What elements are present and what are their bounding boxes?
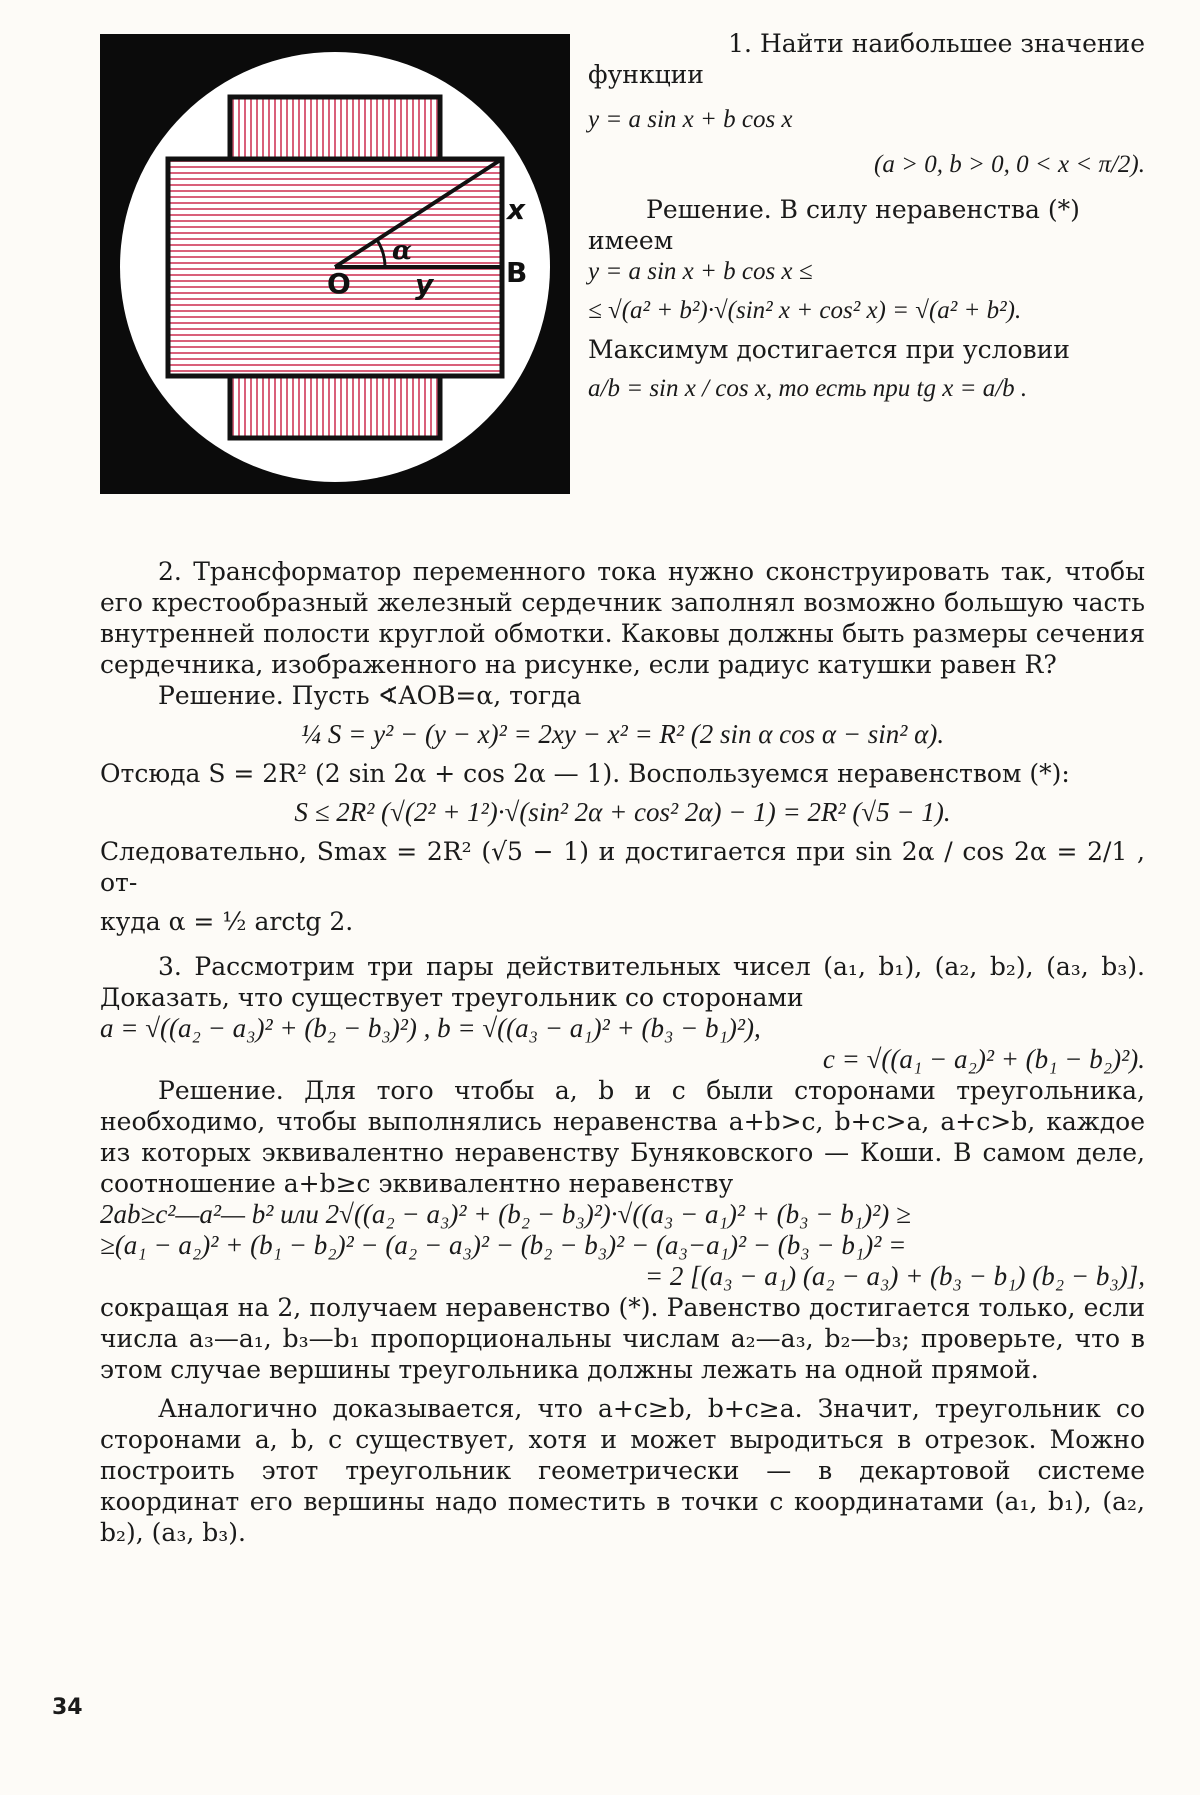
- transformer-core-figure: [100, 34, 570, 494]
- p1-title-line1: 1. Найти наибольшее значение: [728, 29, 1145, 58]
- p2-text: 2. Трансформатор переменного тока нужно сконструировать так, чтобы его крестообразный железный сердечник заполнял возможно большую часть внутренней полости круглой обмотки. Каковы должны быть размеры сечения сердечника, изображенного на рисунке, если радиус катушки равен R?: [100, 557, 1145, 679]
- p2-eq2: S ≤ 2R² (√(2² + 1²)·√(sin² 2α + cos² 2α) − 1) = 2R² (√5 − 1).: [294, 797, 951, 827]
- figure-svg: [100, 34, 570, 494]
- p2-whence: куда α = ½ arctg 2.: [100, 907, 354, 936]
- p3-formula-c: c = √((a₁ − a₂)² + (b₁ − b₂)²).: [822, 1044, 1145, 1074]
- p3-ineq3: = 2 [(a₃ − a₁) (a₂ − a₃) + (b₃ − b₁) (b₂ − b₃)],: [644, 1261, 1145, 1291]
- p1-title-line2: функции: [588, 60, 704, 89]
- p1-ineq-line2: ≤ √(a² + b²)·√(sin² x + cos² x) = √(a² + b²).: [588, 297, 1022, 324]
- p3-formula-ab: a = √((a₂ − a₃)² + (b₂ − b₃)²) , b = √((a₃ − a₁)² + (b₃ − b₁)²),: [100, 1013, 761, 1043]
- p2-eq1: ¼ S = y² − (y − x)² = 2xy − x² = R² (2 sin α cos α − sin² α).: [300, 719, 945, 749]
- p1-condition: (a > 0, b > 0, 0 < x < π/2).: [874, 151, 1145, 178]
- p3-ineq2: ≥(a₁ − a₂)² + (b₁ − b₂)² − (a₂ − a₃)² − (b₂ − b₃)² − (a₃−a₁)² − (b₃ − b₁)² =: [100, 1230, 907, 1260]
- p2-consequently: Следовательно, Smax = 2R² (√5 − 1) и достигается при sin 2α / cos 2α = 2/1 , от-: [100, 837, 1145, 897]
- p3-ineq1: 2ab≥c²—a²— b² или 2√((a₂ − a₃)² + (b₂ − b₃)²)·√((a₃ − a₁)² + (b₃ − b₁)²) ≥: [100, 1199, 911, 1229]
- core-bottom-arm: [230, 376, 440, 438]
- problems-2-3: [100, 556, 1145, 1548]
- label-y: y: [415, 268, 434, 301]
- problem-1: [588, 28, 1145, 404]
- label-B: B: [506, 256, 528, 289]
- label-x: x: [507, 193, 526, 226]
- label-alpha: α: [392, 236, 413, 266]
- p1-max-line: Максимум достигается при условии: [588, 335, 1070, 364]
- p1-solution-line1: Решение. В силу неравенства (*): [646, 195, 1080, 224]
- label-O: O: [327, 267, 351, 300]
- p3-after: сокращая на 2, получаем неравенство (*). Равенство достигается только, если числа a₃—a₁, b₃—b₁ пропорциональны числам a₂—a₃, b₂—b₃; проверьте, что в этом случае вершины треугольника должны лежать на одной прямой.: [100, 1293, 1145, 1384]
- p2-solution-intro: Решение. Пусть ∢AOB=α, тогда: [158, 681, 582, 710]
- p1-ineq-line1: y = a sin x + b cos x ≤: [588, 258, 813, 285]
- p2-hence: Отсюда S = 2R² (2 sin 2α + cos 2α — 1). Воспользуемся неравенством (*):: [100, 759, 1070, 788]
- page-number: 34: [52, 1695, 83, 1720]
- p3-statement: 3. Рассмотрим три пары действительных чисел (a₁, b₁), (a₂, b₂), (a₃, b₃). Доказать, что существует треугольник со сторонами: [100, 952, 1145, 1012]
- p3-solution: Решение. Для того чтобы a, b и c были сторонами треугольника, необходимо, чтобы выполнялись неравенства a+b>c, b+c>a, a+c>b, каждое из которых эквивалентно неравенству Буняковского — Коши. В самом деле, соотношение a+b≥c эквивалентно неравенству: [100, 1076, 1145, 1198]
- p1-cond-line: a/b = sin x / cos x, то есть при tg x = a/b .: [588, 375, 1028, 402]
- core-top-arm: [230, 97, 440, 159]
- p1-solution-line2: имеем: [588, 226, 674, 255]
- p3-similarly: Аналогично доказывается, что a+c≥b, b+c≥a. Значит, треугольник со сторонами a, b, c существует, хотя и может выродиться в отрезок. Можно построить этот треугольник геометрически — в декартовой системе координат его вершины надо поместить в точки с координатами (a₁, b₁), (a₂, b₂), (a₃, b₃).: [100, 1394, 1145, 1547]
- p1-formula: y = a sin x + b cos x: [588, 106, 793, 133]
